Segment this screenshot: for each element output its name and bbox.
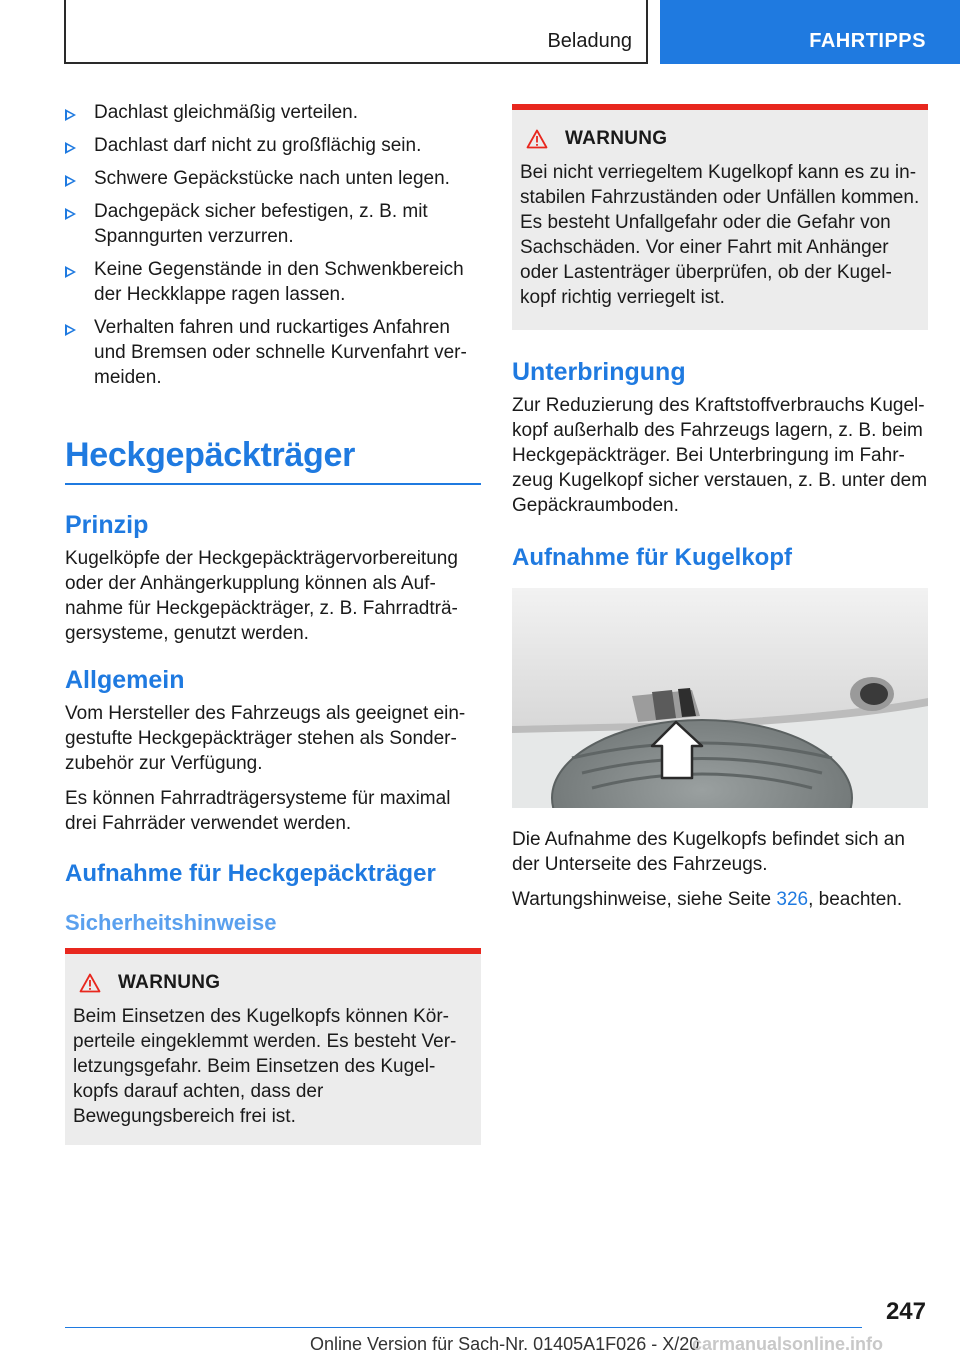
left-column bbox=[65, 100, 481, 1145]
bullet-triangle-icon bbox=[65, 175, 76, 187]
bullet-triangle-icon bbox=[65, 266, 76, 278]
heading-prinzip: Prinzip bbox=[65, 511, 149, 539]
list-item: Keine Gegenstände in den Schwenkbereich der Heckklappe ragen lassen. bbox=[65, 257, 481, 307]
unterbringung-text: Zur Reduzierung des Kraftstoffverbrauchs Kugel‐ kopf außerhalb des Fahrzeugs lagern, z. B. beim Heckgepäckträger. Bei Unterbringung im Fahr‐ zeug Kugelkopf sicher verstauen, z. B. unter dem Gepäckraumboden. bbox=[512, 395, 928, 516]
right-column bbox=[512, 104, 928, 922]
chapter-title: FAHRTIPPS bbox=[809, 30, 926, 52]
warning-triangle-icon bbox=[526, 129, 548, 149]
list-item: Dachlast gleichmäßig verteilen. bbox=[65, 100, 481, 125]
warning-title: WARNUNG bbox=[520, 128, 920, 150]
heading-sicherheitshinweise: Sicherheitshinweise bbox=[65, 910, 277, 935]
warning-box bbox=[512, 104, 928, 330]
list-item: Dachlast darf nicht zu großflächig sein. bbox=[65, 133, 481, 158]
tow-ball-receptacle-figure bbox=[512, 588, 928, 808]
figure-caption: Die Aufnahme des Kugelkopfs befindet sich an der Unterseite des Fahrzeugs. bbox=[512, 829, 905, 875]
warning-triangle-icon bbox=[79, 973, 101, 993]
allgemein-text-2: Es können Fahrradträgersysteme für maximal drei Fahrräder verwendet werden. bbox=[65, 788, 451, 834]
list-item: Verhalten fahren und ruckartiges Anfahren und Bremsen oder schnelle Kurvenfahrt ver‐ meiden. bbox=[65, 315, 481, 390]
bullet-triangle-icon bbox=[65, 142, 76, 154]
heading-aufnahme-heckgepaecktraeger: Aufnahme für Heckgepäckträger bbox=[65, 860, 436, 887]
warning-text: Bei nicht verriegeltem Kugelkopf kann es zu in‐ stabilen Fahrzuständen oder Unfällen kommen. Es besteht Unfallgefahr oder die Gefahr von Sachschäden. Vor einer Fahrt mit Anhänger oder Lastenträger überprüfen, ob der Kugel‐ kopf richtig verriegelt ist. bbox=[520, 162, 920, 308]
section-title: Beladung bbox=[547, 30, 632, 52]
bullet-triangle-icon bbox=[65, 208, 76, 220]
page-number: 247 bbox=[885, 1298, 926, 1325]
bullet-triangle-icon bbox=[65, 109, 76, 121]
warning-box bbox=[65, 948, 481, 1145]
list-item: Dachgepäck sicher befestigen, z. B. mit Spanngurten verzurren. bbox=[65, 199, 481, 249]
warning-title: WARNUNG bbox=[73, 972, 473, 994]
page-reference-link[interactable]: 326 bbox=[776, 889, 809, 910]
maintenance-note: Wartungshinweise, siehe Seite 326, beachten. bbox=[512, 889, 903, 910]
header-section-box bbox=[64, 0, 648, 64]
heading-aufnahme-kugelkopf: Aufnahme für Kugelkopf bbox=[512, 544, 792, 571]
roof-load-list bbox=[65, 100, 481, 390]
heading-unterbringung: Unterbringung bbox=[512, 358, 686, 386]
list-item: Schwere Gepäckstücke nach unten legen. bbox=[65, 166, 481, 191]
footer-divider bbox=[65, 1327, 862, 1328]
heading-allgemein: Allgemein bbox=[65, 666, 185, 694]
page-title: Heckgepäckträger bbox=[65, 436, 481, 485]
allgemein-text-1: Vom Hersteller des Fahrzeugs als geeignet ein‐ gestufte Heckgepäckträger stehen als Sonder‐ zubehör zur Verfügung. bbox=[65, 703, 466, 774]
warning-text: Beim Einsetzen des Kugelkopfs können Kör‐ perteile eingeklemmt werden. Es besteht Ver‐ letzungsgefahr. Beim Einsetzen des Kugel‐ kopfs darauf achten, dass der Bewegungsbereich frei ist. bbox=[73, 1006, 457, 1127]
online-version-note: Online Version für Sach-Nr. 01405A1F026 - X/20 bbox=[310, 1334, 700, 1354]
prinzip-text: Kugelköpfe der Heckgepäckträgervorbereitung oder der Anhängerkupplung können als Auf‐ nahme für Heckgepäckträger, z. B. Fahrradträ‐ gersysteme, genutzt werden. bbox=[65, 548, 458, 644]
chapter-tab bbox=[660, 0, 960, 64]
bullet-triangle-icon bbox=[65, 324, 76, 336]
watermark: carmanualsonline.info bbox=[692, 1334, 884, 1354]
